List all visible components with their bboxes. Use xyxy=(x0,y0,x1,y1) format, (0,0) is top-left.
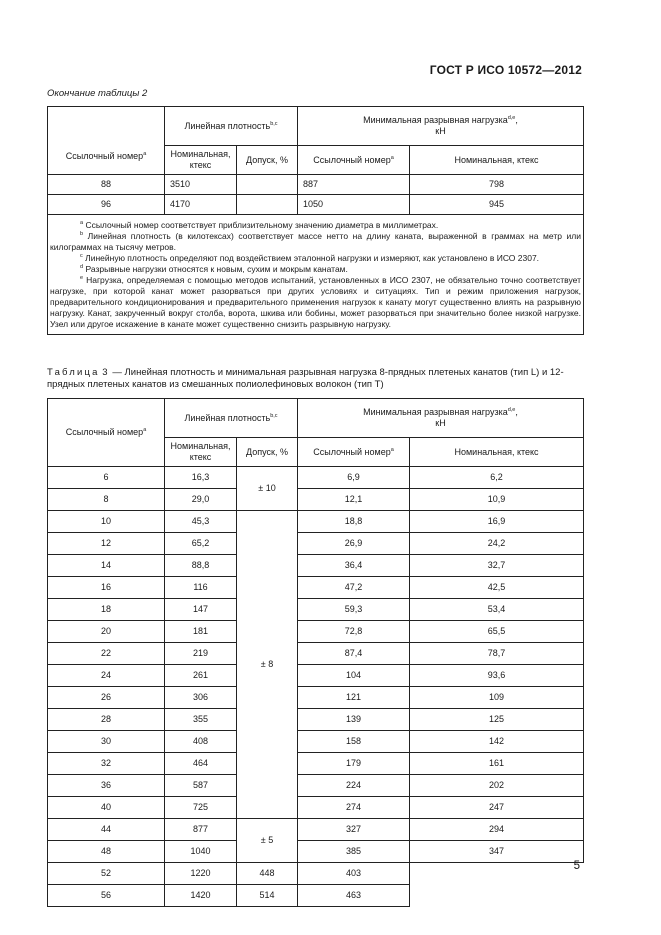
cell-ref2: 1050 xyxy=(298,195,410,215)
cell-density: 4170 xyxy=(165,195,237,215)
cell-ref2: 385 xyxy=(298,841,410,863)
cell-load: 24,2 xyxy=(410,533,584,555)
cell-load: 93,6 xyxy=(410,665,584,687)
cell-ref2: 12,1 xyxy=(298,489,410,511)
table2-caption: Окончание таблицы 2 xyxy=(47,88,148,99)
footnote xyxy=(50,264,581,275)
col-nominal-ktex-header: Номинальная, ктекс xyxy=(165,438,237,467)
table-row xyxy=(48,863,584,885)
cell-load: 347 xyxy=(410,841,584,863)
cell-density: 261 xyxy=(165,665,237,687)
cell-load: 32,7 xyxy=(410,555,584,577)
footnote-text: Линейную плотность определяют под воздействием эталонной нагрузки и измеряют, как установлено в ИСО 2307. xyxy=(85,253,540,263)
cell-load: 294 xyxy=(410,819,584,841)
cell-ref2: 448 xyxy=(237,863,298,885)
table2 xyxy=(47,106,584,335)
cell-ref: 18 xyxy=(48,599,165,621)
cell-density: 355 xyxy=(165,709,237,731)
cell-ref: 48 xyxy=(48,841,165,863)
cell-ref: 8 xyxy=(48,489,165,511)
table-row xyxy=(48,555,584,577)
footnote-mark: e xyxy=(80,275,84,281)
cell-load: 109 xyxy=(410,687,584,709)
cell-density: 877 xyxy=(165,819,237,841)
cell-tolerance: ± 5 xyxy=(237,819,298,863)
cell-ref: 44 xyxy=(48,819,165,841)
cell-ref2: 121 xyxy=(298,687,410,709)
cell-density: 65,2 xyxy=(165,533,237,555)
table-row xyxy=(48,577,584,599)
cell-density: 116 xyxy=(165,577,237,599)
cell-density: 147 xyxy=(165,599,237,621)
cell-load: 65,5 xyxy=(410,621,584,643)
cell-ref: 26 xyxy=(48,687,165,709)
cell-ref2: 887 xyxy=(298,175,410,195)
cell-load: 403 xyxy=(298,863,410,885)
table-row xyxy=(48,753,584,775)
cell-ref: 16 xyxy=(48,577,165,599)
cell-density: 306 xyxy=(165,687,237,709)
footnote-mark: b xyxy=(80,231,84,237)
cell-ref2: 179 xyxy=(298,753,410,775)
footnotes xyxy=(48,215,584,335)
cell-ref: 56 xyxy=(48,885,165,907)
cell-load: 125 xyxy=(410,709,584,731)
col-ref2-header: Ссылочный номер$^a$ xyxy=(298,146,410,175)
cell-density: 725 xyxy=(165,797,237,819)
table-row xyxy=(48,489,584,511)
cell-ref: 28 xyxy=(48,709,165,731)
cell-density: 88,8 xyxy=(165,555,237,577)
table-row xyxy=(48,643,584,665)
cell-load: 6,2 xyxy=(410,467,584,489)
footnote-text: Разрывные нагрузки относятся к новым, сухим и мокрым канатам. xyxy=(85,264,348,274)
cell-ref: 52 xyxy=(48,863,165,885)
footnotes-row xyxy=(48,215,584,335)
cell-density: 1040 xyxy=(165,841,237,863)
table-row xyxy=(48,533,584,555)
footnote xyxy=(50,275,581,330)
cell-ref: 96 xyxy=(48,195,165,215)
cell-load: 161 xyxy=(410,753,584,775)
table-row xyxy=(48,665,584,687)
footnote xyxy=(50,231,581,253)
cell-ref2: 59,3 xyxy=(298,599,410,621)
cell-density: 181 xyxy=(165,621,237,643)
col-linear-density-header: Линейная плотность$^{b,c}$ xyxy=(165,107,298,146)
cell-ref2: 18,8 xyxy=(298,511,410,533)
col-linear-density-header: Линейная плотность$^{b,c}$ xyxy=(165,399,298,438)
cell-ref2: 36,4 xyxy=(298,555,410,577)
col-breaking-load-header: Минимальная разрывная нагрузка$^{d,e}$, кН xyxy=(298,399,584,438)
cell-load: 798 xyxy=(410,175,584,195)
cell-ref: 88 xyxy=(48,175,165,195)
cell-ref: 36 xyxy=(48,775,165,797)
cell-load: 78,7 xyxy=(410,643,584,665)
cell-ref2: 72,8 xyxy=(298,621,410,643)
col-tolerance-header: Допуск, % xyxy=(237,438,298,467)
cell-ref: 14 xyxy=(48,555,165,577)
col-nominal-kn-header: Номинальная, ктекс xyxy=(410,146,584,175)
table-row xyxy=(48,819,584,841)
cell-ref: 10 xyxy=(48,511,165,533)
cell-ref2: 158 xyxy=(298,731,410,753)
table-row xyxy=(48,599,584,621)
cell-ref2: 6,9 xyxy=(298,467,410,489)
cell-density: 16,3 xyxy=(165,467,237,489)
cell-ref: 30 xyxy=(48,731,165,753)
cell-load: 53,4 xyxy=(410,599,584,621)
col-breaking-load-header: Минимальная разрывная нагрузка$^{d,e}$, кН xyxy=(298,107,584,146)
cell-density: 1220 xyxy=(165,863,237,885)
cell-ref2: 327 xyxy=(298,819,410,841)
col-ref-header: Ссылочный номер$^a$ xyxy=(48,399,165,467)
cell-density: 3510 xyxy=(165,175,237,195)
document-header: ГОСТ Р ИСО 10572—2012 xyxy=(429,63,582,77)
cell-load: 247 xyxy=(410,797,584,819)
cell-load: 42,5 xyxy=(410,577,584,599)
table-row xyxy=(48,621,584,643)
cell-ref2: 26,9 xyxy=(298,533,410,555)
table3 xyxy=(47,398,584,907)
table-row xyxy=(48,775,584,797)
footnote xyxy=(50,220,581,231)
table-row xyxy=(48,709,584,731)
cell-load: 10,9 xyxy=(410,489,584,511)
table-row xyxy=(48,885,584,907)
footnote-mark: a xyxy=(80,220,84,226)
cell-ref2: 514 xyxy=(237,885,298,907)
table-row xyxy=(48,841,584,863)
cell-ref: 20 xyxy=(48,621,165,643)
cell-ref: 6 xyxy=(48,467,165,489)
footnote-mark: c xyxy=(80,253,83,259)
col-nominal-ktex-header: Номинальная, ктекс xyxy=(165,146,237,175)
cell-ref: 32 xyxy=(48,753,165,775)
table-row xyxy=(48,175,584,195)
cell-density: 45,3 xyxy=(165,511,237,533)
cell-density: 1420 xyxy=(165,885,237,907)
cell-ref2: 224 xyxy=(298,775,410,797)
cell-ref: 24 xyxy=(48,665,165,687)
col-nominal-kn-header: Номинальная, ктекс xyxy=(410,438,584,467)
table-row xyxy=(48,195,584,215)
cell-load: 202 xyxy=(410,775,584,797)
cell-density: 464 xyxy=(165,753,237,775)
table-row xyxy=(48,797,584,819)
cell-ref2: 104 xyxy=(298,665,410,687)
footnote-text: Линейная плотность (в килотексах) соответствует массе нетто на длину каната, выраженной в граммах на метр или килограммах на тысячу метров. xyxy=(50,231,581,252)
cell-load: 463 xyxy=(298,885,410,907)
cell-density: 29,0 xyxy=(165,489,237,511)
table3-caption: Таблица 3 — Линейная плотность и минимальная разрывная нагрузка 8-прядных плетеных канатов (тип L) и 12-прядных плетеных канатов из смешанных полиолефиновых волокон (тип Т) xyxy=(47,367,564,390)
cell-ref: 12 xyxy=(48,533,165,555)
cell-ref: 40 xyxy=(48,797,165,819)
col-ref2-header: Ссылочный номер$^a$ xyxy=(298,438,410,467)
cell-density: 219 xyxy=(165,643,237,665)
table-row xyxy=(48,687,584,709)
cell-ref2: 274 xyxy=(298,797,410,819)
cell-ref: 22 xyxy=(48,643,165,665)
table-row xyxy=(48,511,584,533)
cell-tolerance xyxy=(237,175,298,195)
col-tolerance-header: Допуск, % xyxy=(237,146,298,175)
footnote-mark: d xyxy=(80,264,84,270)
cell-ref2: 47,2 xyxy=(298,577,410,599)
cell-tolerance: ± 10 xyxy=(237,467,298,511)
cell-density: 408 xyxy=(165,731,237,753)
footnote xyxy=(50,253,581,264)
page-number: 5 xyxy=(573,860,580,872)
cell-load: 16,9 xyxy=(410,511,584,533)
table-row xyxy=(48,731,584,753)
footnote-text: Ссылочный номер соответствует приблизительному значению диаметра в миллиметрах. xyxy=(85,220,439,230)
cell-ref2: 87,4 xyxy=(298,643,410,665)
cell-ref2: 139 xyxy=(298,709,410,731)
cell-load: 945 xyxy=(410,195,584,215)
cell-density: 587 xyxy=(165,775,237,797)
col-ref-header: Ссылочный номер$^a$ xyxy=(48,107,165,175)
footnote-text: Нагрузка, определяемая с помощью методов испытаний, установленных в ИСО 2307, не обязательно точно соответствует нагрузке, при которой канат может разорваться при других условиях и ситуациях. Тип и режим приложения нагрузок, предварительного кондиционирования и предварительного применения нагрузок к канату могут существенно влиять на разрывную нагрузку. Канат, закрученный вокруг столба, ворота, шкива или бобины, может разорваться при значительно более низкой нагрузке. Узел или другое искажение в канате может существенно снизить разрывную нагрузку. xyxy=(50,275,582,329)
cell-tolerance xyxy=(237,195,298,215)
table-row xyxy=(48,467,584,489)
cell-tolerance: ± 8 xyxy=(237,511,298,819)
cell-load: 142 xyxy=(410,731,584,753)
